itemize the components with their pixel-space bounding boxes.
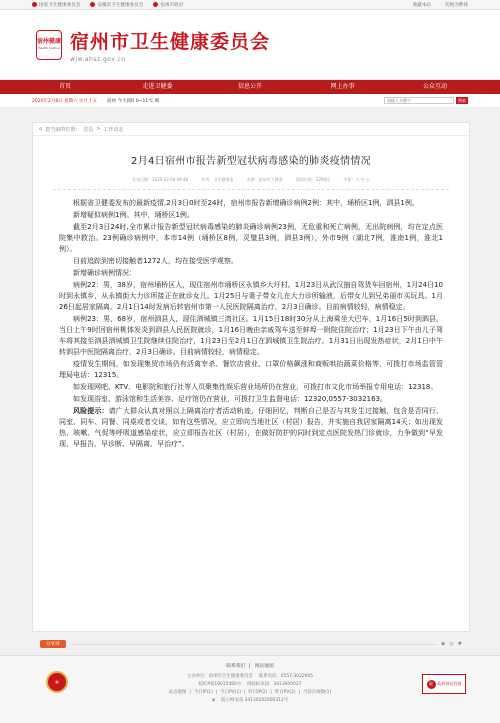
qzone-icon[interactable]: ✱	[457, 641, 462, 647]
home-icon: ⌂	[39, 126, 43, 132]
external-links	[32, 2, 183, 8]
footer-link-contact[interactable]: 联系我们	[226, 664, 246, 669]
breadcrumb-prefix: 您当前的位置：	[45, 126, 81, 133]
footer-stat: 昨日IP(2)	[248, 690, 268, 695]
article-body	[33, 190, 469, 450]
article-paragraph: 新增疑似病例1例。其中，埇桥区1例。	[73, 211, 194, 219]
wechat-icon[interactable]: ◎	[449, 641, 454, 647]
gov-error-report-badge[interactable]	[422, 674, 466, 694]
site-logo[interactable]	[36, 30, 62, 60]
breadcrumb-work-news[interactable]: 工作动态	[103, 126, 124, 133]
chevron-right-icon: >	[96, 126, 101, 132]
footer-links: 联系我们 | 网站地图	[226, 664, 274, 669]
footer-info: 主办单位：宿州市卫生健康委员会 联系电话：0557-3022905 皖ICP备19015480号 网站标识码：3413000027 站点地图 | 今日IP(1) | 今日PV(1) | 昨日IP(2) | 昨日PV(2) | 当前在线数(1) ◈ 皖公网安备 34130202000311号	[168, 674, 332, 703]
footer-stat: 今日IP(1)	[193, 690, 213, 695]
risk-label: 风险提示：	[73, 407, 109, 415]
article-paragraph: 目前追踪到密切接触者1272人，均在接受医学观察。	[73, 257, 238, 265]
bookmark-link[interactable]: 收藏本站	[412, 2, 432, 8]
search-box	[384, 97, 468, 104]
article-risk-paragraph: 风险提示：请广大群众认真对照以上隔离治疗者活动轨迹，仔细回忆，判断自己是否与其发生过接触，包含是否同行、同室、同车、同餐、同桌或者交谈，如有这些情况，应立即向当地社区（村居）报告，并实施自我居家隔离14天；如出现发热、咳嗽、气促等呼吸道感染症状，应立即报告社区（村居），在做好防护的同时到定点医院发热门诊就诊，力争做到“早发现、早报告、早诊断、早隔离、早治疗”。	[59, 407, 444, 448]
article-paragraph: 如发现网吧、KTV、电影院和旅行社等人员聚集性娱乐营业场所仍在营业，可拨打市文化市场举报专用电话：12318。	[73, 383, 438, 391]
flag-icon	[90, 2, 95, 7]
traditional-chinese-link[interactable]: 切换为繁体	[445, 2, 468, 8]
article-paragraph: 疫情发生期间，如发现集贸市场仍有活禽宰杀、餐饮店营业、口罩价格飙涨和商贩哄抬蔬菜价格等，可拨打市场监管管理局电话：12315。	[59, 360, 443, 379]
footer-link-sitemap[interactable]: 网站地图	[254, 664, 274, 669]
top-utility-bar	[0, 0, 500, 10]
gov-badge-icon: 政	[427, 680, 436, 689]
nav-item-interaction[interactable]: 公众互动	[422, 83, 447, 90]
nav-item-about[interactable]: 走进卫健委	[142, 83, 173, 90]
footer-stat: 昨日PV(2)	[274, 690, 296, 695]
flag-icon	[153, 2, 158, 7]
footer-stat: 今日PV(1)	[220, 690, 241, 695]
flag-icon	[32, 2, 37, 7]
meta-author: 作者：卫生健康委	[201, 177, 234, 182]
gov-badge-label: 政府网站找错	[437, 681, 462, 686]
nav-item-disclosure[interactable]: 信息公开	[237, 83, 262, 90]
police-badge-icon: ◈	[211, 698, 216, 703]
article-paragraph: 病例23：男，68岁，宿州泗县人，现住泗城镇三湾社区。1月15日18时30分从上海乘坐大巴车，1月16日5时到泗县，当日上午9时回宿州桃体发炎到泗县人民医院就诊，1月16日晚由亲戚驾车送至蚌埠一附院住院治疗；1月23日下午由儿子驾车将其接至泗县泗城镇卫生院继续住院治疗，1月23日至2月1日在泗城镇卫生院治疗。1月31日出现发热症状，2月1日中午转泗县中医院隔离治疗，2月3日确诊。目前病情较轻，病情稳定。	[59, 315, 443, 356]
meta-date: 发布日期：2020-02-04 09:48	[132, 177, 189, 182]
external-link-nhc[interactable]: 国家卫生健康委员会	[32, 2, 80, 8]
current-date: 2020年2月8日 星期六 正月十五	[32, 98, 98, 104]
main-nav	[0, 80, 500, 94]
search-button[interactable]: 搜索	[458, 97, 466, 103]
site-url: wjw.ahsz.gov.cn	[70, 55, 126, 63]
article-paragraph: 截至2月3日24时,全市累计报告新型冠状病毒感染的肺炎确诊病例23例，无危重和死亡病例，无出院病例，均在定点医院集中救治。23例确诊病例中，本市14例（埇桥区8例，灵璧县3例，泗县3例），外市9例（湖北7例，淮南1例，淮北1例）。	[59, 223, 443, 253]
nav-item-services[interactable]: 网上办事	[330, 83, 355, 90]
article-paragraph: 病例22：男，38岁，宿州埇桥区人，现住宿州市埇桥区永镇乡大圩村。1月23日从武汉抽自驾货车回宿州，1月24日10时到永镇乡，从永镇街大力诊所接正在就诊女儿。1月25日与妻子带女儿在大力诊所输液，后带女儿到兄弟丽市买玩具。1月26日起居家隔离。2月1日14时发病后转宿州市第一人民医院隔离治疗，2月3日确诊。目前病情较轻，病情稳定。	[59, 281, 443, 311]
article-paragraph: 根据省卫健委发布的最新疫情,2月3日0时至24时，宿州市报告新增确诊病例2例：其中，埇桥区1例，泗县1例。	[73, 199, 419, 207]
logo-text: 宿州健康	[37, 38, 62, 46]
search-input[interactable]	[384, 97, 454, 104]
meta-views: 阅读次数：2290次	[295, 177, 331, 182]
site-footer	[0, 655, 500, 723]
article-paragraph: 新增确诊病例情况：	[73, 269, 136, 277]
weather-info: 宿州 今天(晴) 0~11℃ 晴	[107, 98, 160, 104]
article-meta	[53, 177, 449, 190]
breadcrumb-home[interactable]: 首页	[83, 126, 94, 133]
logo-subtext: Health Suzhou	[38, 45, 60, 50]
site-title: 宿州市卫生健康委员会	[70, 30, 271, 53]
divider	[70, 644, 438, 645]
footer-phone: 联系电话：0557-3022905	[258, 674, 314, 679]
footer-stat: 当前在线数(1)	[303, 690, 332, 695]
national-emblem-icon: ★	[46, 671, 68, 693]
footer-police-record[interactable]: 皖公网安备 34130202000311号	[221, 698, 289, 703]
article-panel	[32, 122, 470, 632]
share-bar	[32, 638, 470, 650]
info-bar	[0, 94, 500, 108]
share-label: 分享到	[40, 640, 66, 648]
footer-stat: 站点地图	[168, 690, 187, 695]
article-title: 2月4日宿州市报告新型冠状病毒感染的肺炎疫情情况	[131, 156, 371, 167]
footer-site-code: 网站标识码：3413000027	[247, 682, 302, 687]
article-paragraph: 如发现浴室、游泳馆和生活美容、足疗馆仍在营业，可拨打卫生监督电话：12320,0557-3032163。	[73, 395, 388, 403]
weibo-icon[interactable]: ◉	[441, 641, 446, 647]
footer-icp[interactable]: 皖ICP备19015480号	[198, 682, 242, 687]
meta-source: 来源：宿州市卫健委	[246, 177, 283, 182]
meta-font-size[interactable]: 字体：大 中 小	[343, 177, 370, 182]
external-link-suzhou-gov[interactable]: 宿州市政府	[153, 2, 183, 8]
site-header	[0, 10, 500, 80]
nav-item-home[interactable]: 首页	[58, 83, 71, 90]
breadcrumb	[33, 123, 469, 136]
external-link-ahwjw[interactable]: 安徽省卫生健康委员会	[90, 2, 143, 8]
footer-sponsor: 主办单位：宿州市卫生健康委员会	[186, 674, 253, 679]
